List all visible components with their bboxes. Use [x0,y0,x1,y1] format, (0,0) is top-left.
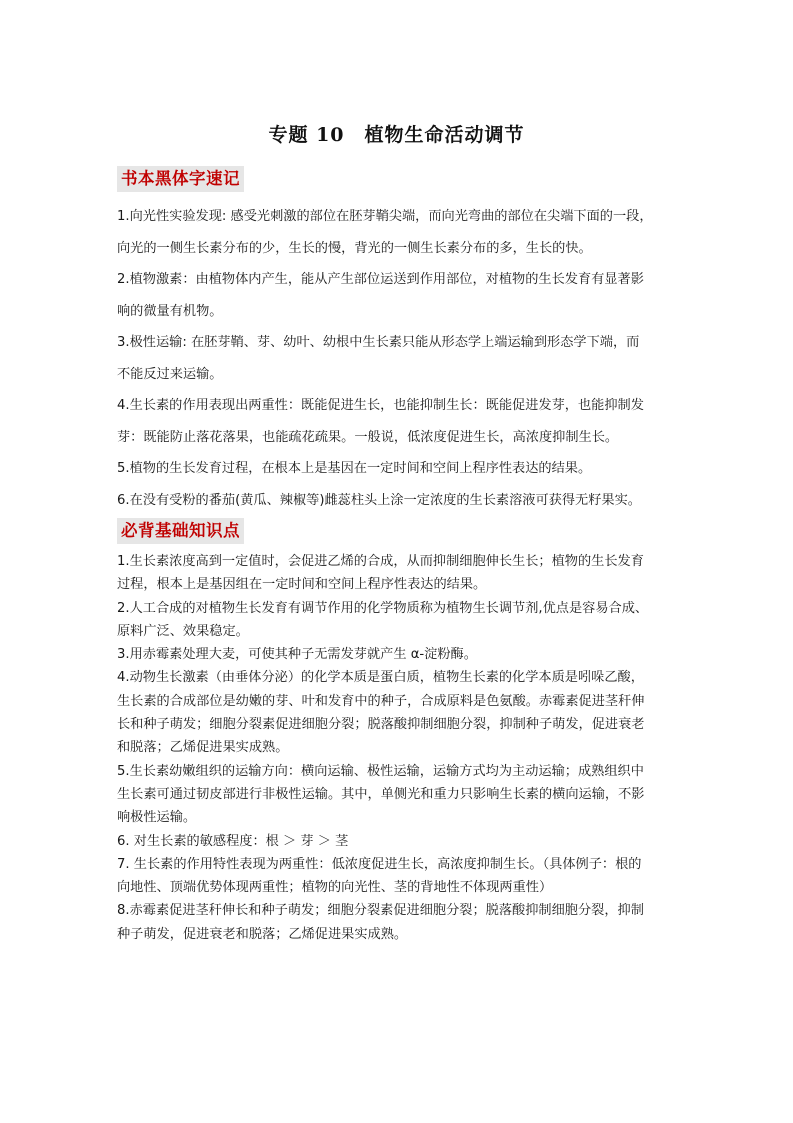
page-title: 专题 10 植物生命活动调节 [268,124,525,146]
text-line: 1.生长素浓度高到一定值时，会促进乙烯的合成，从而抑制细胞伸长生长；植物的生长发育 [117,554,644,569]
text-line: 响的微量有机物。 [117,303,223,319]
section-basic-knowledge [117,550,681,946]
text-line: 3.极性运输: 在胚芽鞘、芽、幼叶、幼根中生长素只能从形态学上端运输到形态学下端，而 [117,335,640,350]
text-line: 和脱落；乙烯促进果实成熟。 [117,740,289,756]
text-line: 8.赤霉素促进茎秆伸长和种子萌发；细胞分裂素促进细胞分裂；脱落酸抑制细胞分裂，抑制 [117,903,644,919]
text-line: 向光的一侧生长素分布的少，生长的慢，背光的一侧生长素分布的多，生长的快。 [117,240,592,256]
section-heading-textbook-keypoints: 书本黑体字速记 [117,166,244,192]
text-line: 5.生长素幼嫩组织的运输方向：横向运输、极性运输，运输方式均为主动运输；成熟组织中 [117,763,644,779]
text-line: 原料广泛、效果稳定。 [117,623,249,639]
text-line: 4.动物生长激素（由垂体分泌）的化学本质是蛋白质，植物生长素的化学本质是吲哚乙酸， [117,670,644,686]
text-line: 4.生长素的作用表现出两重性：既能促进生长，也能抑制生长：既能促进发芽，也能抑制发 [117,398,644,413]
text-line: 6.在没有受粉的番茄(黄瓜、辣椒等)雌蕊柱头上涂一定浓度的生长素溶液可获得无籽果实。 [117,492,641,508]
text-line: 1.向光性实验发现: 感受光刺激的部位在胚芽鞘尖端，而向光弯曲的部位在尖端下面的一段， [117,209,653,224]
text-line: 响极性运输。 [117,810,197,826]
text-line: 向地性、顶端优势体现两重性；植物的向光性、茎的背地性不体现两重性） [117,880,553,896]
text-line: 种子萌发，促进衰老和脱落；乙烯促进果实成熟。 [117,926,408,942]
text-line: 7. 生长素的作用特性表现为两重性：低浓度促进生长，高浓度抑制生长。（具体例子：根的 [117,856,642,872]
text-line: 过程，根本上是基因组在一定时间和空间上程序性表达的结果。 [117,577,487,593]
text-line: 生长素可通过韧皮部进行非极性运输。其中，单侧光和重力只影响生长素的横向运输，不影 [117,786,645,802]
text-line: 长和种子萌发；细胞分裂素促进细胞分裂；脱落酸抑制细胞分裂，抑制种子萌发，促进衰老 [117,717,645,733]
section-textbook-keypoints [117,201,681,516]
text-line: 芽：既能防止落花落果，也能疏花疏果。一般说，低浓度促进生长，高浓度抑制生长。 [117,429,619,445]
text-line: 2.植物激素：由植物体内产生，能从产生部位运送到作用部位，对植物的生长发育有显著影 [117,272,644,287]
text-line: 5.植物的生长发育过程，在根本上是基因在一定时间和空间上程序性表达的结果。 [117,461,592,476]
text-line: 生长素的合成部位是幼嫩的芽、叶和发育中的种子，合成原料是色氨酸。赤霉素促进茎秆伸 [117,693,645,709]
text-line: 3.用赤霉素处理大麦，可使其种子无需发芽就产生 α-淀粉酶。 [117,647,477,663]
text-line: 2.人工合成的对植物生长发育有调节作用的化学物质称为植物生长调节剂,优点是容易合成、 [117,600,649,616]
section-heading-basic-knowledge: 必背基础知识点 [117,518,244,544]
text-line: 不能反过来运输。 [117,366,223,382]
text-line: 6. 对生长素的敏感程度：根 ＞ 芽 ＞ 茎 [117,833,349,849]
